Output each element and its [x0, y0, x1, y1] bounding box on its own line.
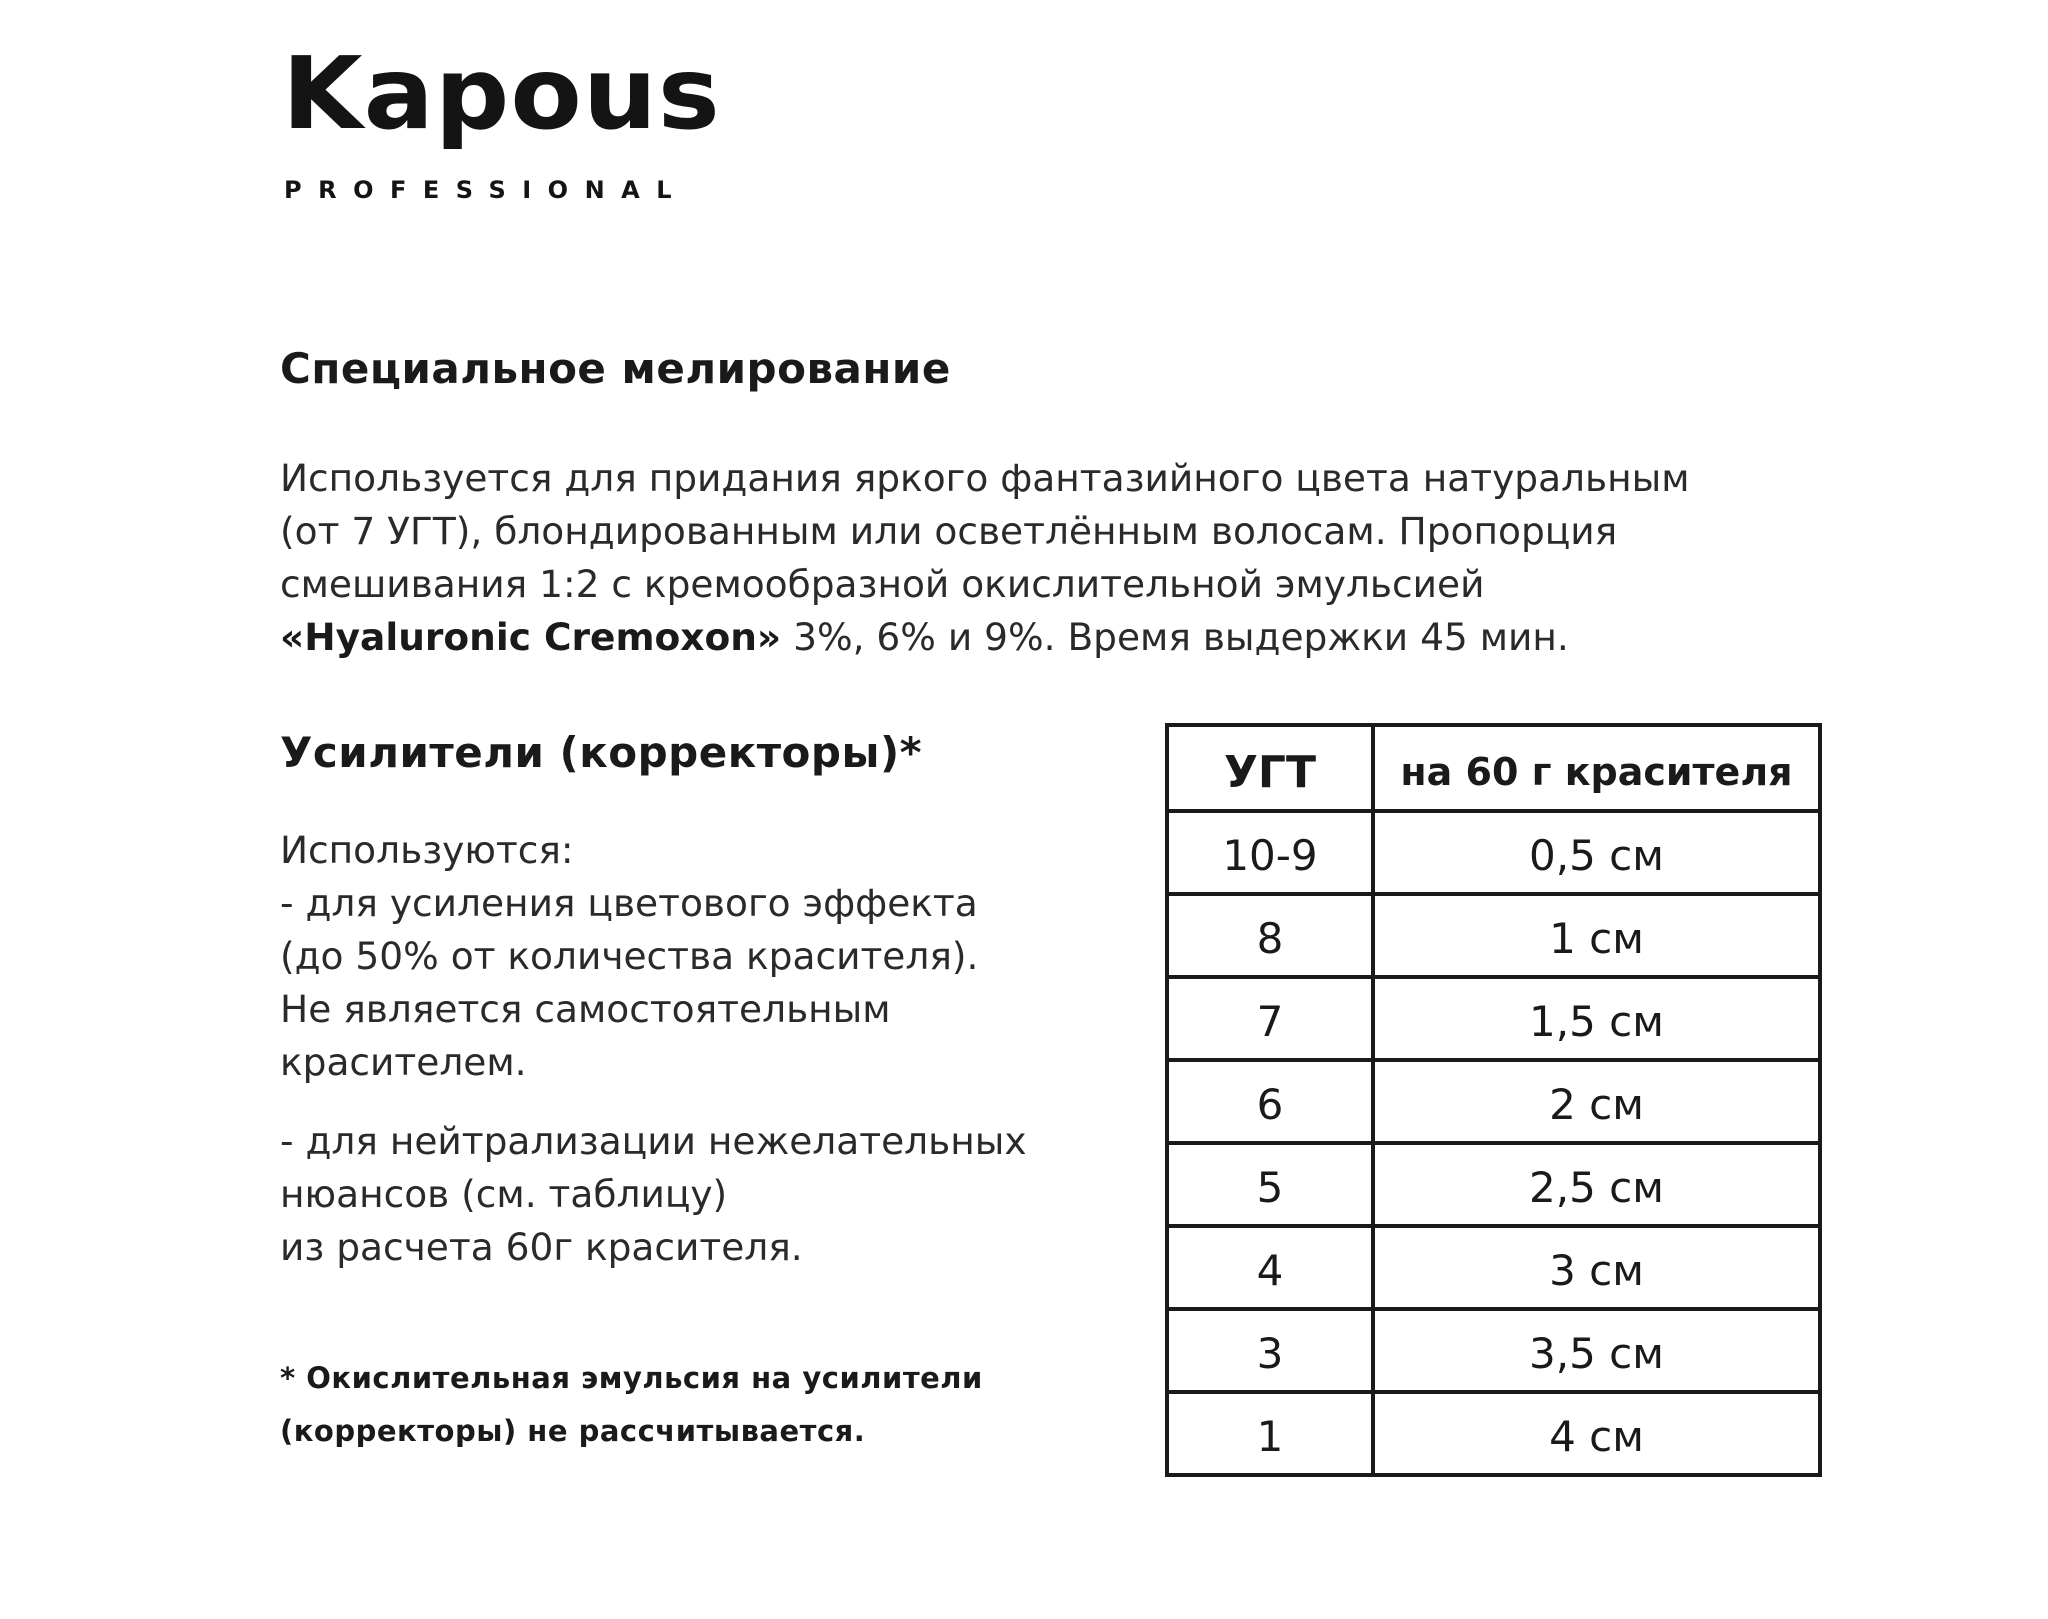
section-title-correctors: Усилители (корректоры)*: [280, 728, 923, 777]
table-header-row: [1167, 725, 1820, 811]
table-cell-level: 5: [1167, 1143, 1373, 1226]
table-row: [1167, 1143, 1820, 1226]
text-line: (до 50% от количества красителя).: [280, 934, 979, 978]
table-row: [1167, 894, 1820, 977]
table-cell-level: 10-9: [1167, 811, 1373, 894]
table-cell-level: 3: [1167, 1309, 1373, 1392]
footnote-line: * Окислительная эмульсия на усилители: [280, 1361, 983, 1395]
section-description-highlighting: [280, 452, 1690, 664]
correctors-neutralization-text: [280, 1115, 1027, 1274]
table-cell-amount: 0,5 см: [1373, 811, 1820, 894]
text-line: из расчета 60г красителя.: [280, 1225, 803, 1269]
text-line: Используется для придания яркого фантазийного цвета натуральным: [280, 456, 1690, 500]
dosage-table: [1165, 723, 1822, 1477]
text-fragment: 3%, 6% и 9%. Время выдержки 45 мин.: [781, 615, 1569, 659]
text-line: смешивания 1:2 с кремообразной окислительной эмульсией: [280, 562, 1485, 606]
brand-tagline: PROFESSIONAL: [284, 176, 689, 204]
product-name: «Hyaluronic Cremoxon»: [280, 615, 782, 659]
table-cell-amount: 4 см: [1373, 1392, 1820, 1475]
text-line: нюансов (см. таблицу): [280, 1172, 728, 1216]
text-line: [280, 611, 1690, 664]
text-line: красителем.: [280, 1040, 527, 1084]
brand-name: Kapous: [282, 35, 721, 152]
table-row: [1167, 811, 1820, 894]
table-cell-amount: 1,5 см: [1373, 977, 1820, 1060]
table-cell-amount: 3 см: [1373, 1226, 1820, 1309]
footnote: [280, 1352, 983, 1458]
table-cell-level: 4: [1167, 1226, 1373, 1309]
table-row: [1167, 977, 1820, 1060]
brand-logo: [282, 35, 721, 204]
table-header-level: УГТ: [1167, 725, 1373, 811]
table-row: [1167, 1392, 1820, 1475]
text-line: Не является самостоятельным: [280, 987, 891, 1031]
text-line: - для усиления цветового эффекта: [280, 881, 978, 925]
table-cell-level: 6: [1167, 1060, 1373, 1143]
correctors-usage-text: [280, 824, 978, 1089]
footnote-line: (корректоры) не рассчитывается.: [280, 1414, 866, 1448]
text-line: (от 7 УГТ), блондированным или осветлённым волосам. Пропорция: [280, 509, 1618, 553]
table-row: [1167, 1309, 1820, 1392]
table-cell-amount: 1 см: [1373, 894, 1820, 977]
table-row: [1167, 1226, 1820, 1309]
table-row: [1167, 1060, 1820, 1143]
table-cell-level: 8: [1167, 894, 1373, 977]
table-cell-amount: 2 см: [1373, 1060, 1820, 1143]
table-cell-amount: 2,5 см: [1373, 1143, 1820, 1226]
table-cell-amount: 3,5 см: [1373, 1309, 1820, 1392]
table-header-amount: на 60 г красителя: [1373, 725, 1820, 811]
table-cell-level: 1: [1167, 1392, 1373, 1475]
text-line: - для нейтрализации нежелательных: [280, 1119, 1027, 1163]
text-line: Используются:: [280, 828, 574, 872]
section-title-highlighting: Специальное мелирование: [280, 344, 951, 393]
table-cell-level: 7: [1167, 977, 1373, 1060]
